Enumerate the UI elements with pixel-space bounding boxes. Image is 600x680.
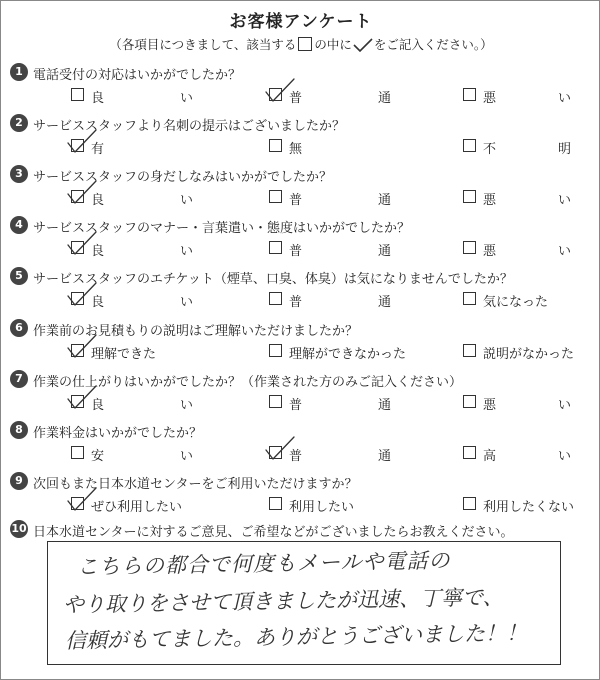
option-label: 理解できた — [91, 346, 157, 362]
option-label: 悪 い — [483, 397, 571, 413]
question-number: 7 — [10, 370, 28, 388]
checkbox[interactable] — [269, 292, 282, 305]
question-text: 電話受付の対応はいかがでしたか？ — [33, 68, 242, 83]
question-text: サービススタッフのエチケット（煙草、口臭、体臭）は気になりませんでしたか？ — [33, 272, 513, 288]
question-number: 2 — [10, 114, 28, 132]
question-text: 日本水道センターに対するご意見、ご希望などがございましたらお教えください。 — [33, 525, 514, 540]
question-number: 8 — [10, 421, 28, 439]
question-text: 次回もまた日本水道センターをご利用いただけますか？ — [33, 476, 358, 492]
option-label: 利用したくない — [483, 499, 575, 515]
checkbox[interactable] — [71, 88, 84, 101]
instructions — [1, 35, 600, 53]
option-label: 普 通 — [289, 244, 391, 260]
question-number: 1 — [10, 63, 28, 81]
question-number: 9 — [10, 472, 28, 490]
question-text: 作業前のお見積もりの説明はご理解いただけましたか？ — [33, 323, 359, 339]
option-label: 説明がなかった — [483, 346, 575, 362]
option-label: 良 い — [91, 397, 193, 413]
checkbox[interactable] — [71, 446, 84, 459]
option-label: 悪 い — [483, 91, 571, 106]
question-number: 3 — [10, 165, 28, 183]
instructions-middle: の中に — [314, 37, 352, 52]
option-label: 利用したい — [289, 499, 355, 515]
question-number: 10 — [10, 520, 28, 538]
checkbox[interactable] — [269, 497, 282, 510]
checkbox-sample-icon — [298, 37, 312, 51]
option-label: 有 — [91, 142, 105, 158]
option-label: ぜひ利用したい — [91, 499, 183, 515]
option-label: 悪 い — [483, 193, 571, 209]
instructions-after: をご記入ください。） — [373, 37, 493, 52]
question-5 — [15, 268, 513, 288]
option-label: 気になった — [483, 295, 549, 311]
question-text: 作業の仕上がりはいかがでしたか？（作業された方のみご記入ください） — [33, 374, 463, 390]
option-label: 良 い — [91, 244, 193, 260]
checkbox[interactable] — [463, 446, 476, 459]
option-label: 普 通 — [289, 193, 391, 209]
option-label: 普 通 — [289, 295, 391, 311]
option-label: 普 通 — [289, 91, 391, 106]
option-label: 普 通 — [289, 397, 391, 413]
question-8 — [15, 422, 203, 441]
checkbox[interactable] — [269, 190, 282, 203]
question-number: 6 — [10, 319, 28, 337]
option-label: 良 い — [91, 91, 193, 106]
checkbox[interactable] — [463, 241, 476, 254]
checkbox[interactable] — [269, 139, 282, 152]
comment-line-2: やり取りをさせて頂きましたが迅速、丁寧で、 — [62, 585, 504, 617]
question-1 — [15, 64, 242, 83]
checkbox[interactable] — [463, 88, 476, 101]
option-label: 悪 い — [483, 244, 571, 260]
instructions-before: （各項目につきまして、該当する — [109, 37, 297, 52]
checkbox[interactable] — [463, 344, 476, 357]
checkbox[interactable] — [463, 395, 476, 408]
checkbox[interactable] — [269, 241, 282, 254]
question-text: 作業料金はいかがでしたか？ — [33, 425, 203, 441]
question-text: サービススタッフの身だしなみはいかがでしたか？ — [33, 170, 333, 186]
checkbox[interactable] — [463, 190, 476, 203]
option-label: 不 明 — [483, 142, 571, 158]
option-label: 良 い — [91, 193, 193, 209]
checkbox[interactable] — [269, 395, 282, 408]
option-label: 安 い — [91, 448, 193, 464]
question-text: サービススタッフのマナー・言葉遣い・態度はいかがでしたか？ — [33, 221, 411, 237]
checkbox[interactable] — [463, 292, 476, 305]
option-label: 普 通 — [289, 448, 391, 464]
question-number: 5 — [10, 267, 28, 285]
option-label: 理解ができなかった — [289, 346, 407, 362]
option-label: 無 — [289, 142, 303, 158]
checkbox[interactable] — [269, 344, 282, 357]
comment-line-3: 信頼がもてました。ありがとうございました！！ — [64, 620, 528, 653]
checkmark-sample-icon — [352, 38, 374, 52]
comment-line-1: こちらの都合で何度もメールや電話の — [76, 548, 451, 579]
question-10 — [11, 521, 514, 540]
checkbox[interactable] — [463, 139, 476, 152]
question-number: 4 — [10, 216, 28, 234]
option-label: 良 い — [91, 295, 193, 311]
page-title: お客様アンケート — [229, 12, 373, 32]
checkbox[interactable] — [463, 497, 476, 510]
question-text: サービススタッフより名刺の提示はございましたか？ — [33, 119, 346, 135]
option-label: 高 い — [483, 448, 571, 464]
